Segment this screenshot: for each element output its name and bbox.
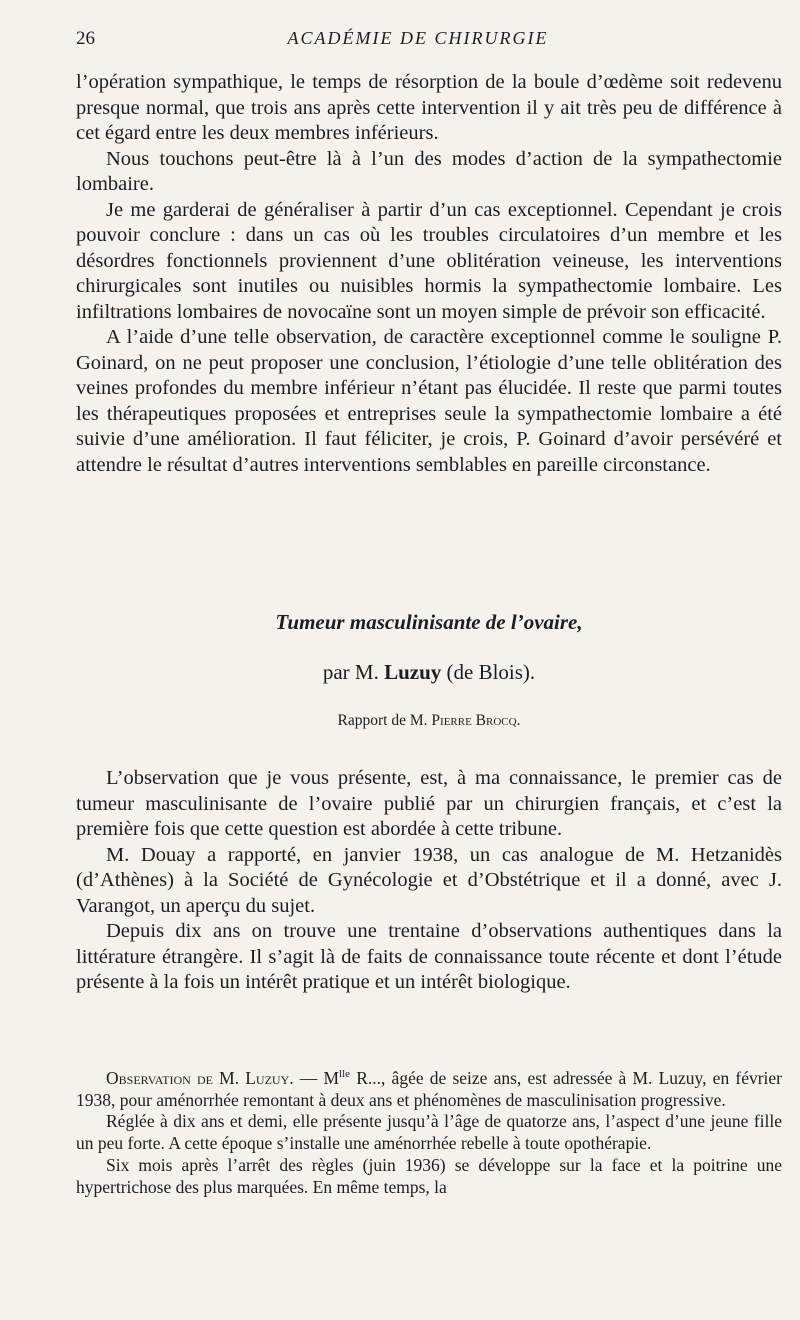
observation-paragraph: Réglée à dix ans et demi, elle présente jusqu’à l’âge de quatorze ans, l’aspect d’une jeune fille un peu forte. A cette époque s’installe une aménorrhée rebelle à toute opothérapie. — [76, 1111, 782, 1154]
article-body — [76, 766, 782, 996]
observation-paragraph: Six mois après l’arrêt des règles (juin 1936) se développe sur la face et la poitrine une hypertrichose des plus marquées. En même temps, la — [76, 1155, 782, 1197]
body-paragraph: Depuis dix ans on trouve une trentaine d’observations authentiques dans la littérature étrangère. Il s’agit là de faits de connaissance toute récente et dont l’étude présente à la fois un intérêt pratique et un intérêt biologique. — [76, 920, 782, 993]
intro-paragraph: A l’aide d’une telle observation, de caractère exceptionnel comme le souligne P. Goinard, on ne peut proposer une conclusion, l’étiologie d’une telle oblitération des veines profondes du membre inférieur n’étant pas élucidée. Il reste que parmi toutes les thérapeutiques proposées et entreprises seule la sympathectomie lombaire a été suivie d’une amélioration. Il faut féliciter, je crois, P. Goinard d’avoir persévéré et attendre le résultat d’autres interventions semblables en pareille circonstance. — [76, 326, 782, 476]
body-paragraph: L’observation que je vous présente, est, à ma connaissance, le premier cas de tumeur masculinisante de l’ovaire publié par un chirurgien français, et c’est la première fois que cette question est abordée à cette tribune. — [76, 767, 782, 840]
byline-suffix: (de Blois). — [446, 660, 536, 684]
intro-paragraph: l’opération sympathique, le temps de résorption de la boule d’œdème soit redevenu presque normal, que trois ans après cette intervention il y ait très peu de différence à cet égard entre les deux membres inférieurs. — [76, 71, 782, 144]
page-header — [76, 28, 760, 58]
observation-label: Observation de M. Luzuy. — [106, 1067, 294, 1088]
article-byline — [76, 660, 782, 685]
report-prefix: Rapport de M. — [337, 712, 428, 729]
author-name: Luzuy — [384, 660, 442, 684]
intro-paragraph: Nous touchons peut-être là à l’un des modes d’action de la sympathectomie lombaire. — [76, 147, 782, 195]
observation-text-a: M — [323, 1067, 340, 1088]
observation-paragraph — [76, 1064, 782, 1111]
page-number: 26 — [76, 28, 95, 49]
observation-text-b: R..., âgée de seize ans, est adressée à M. Luzuy, en février 1938, pour aménorrhée remontant à deux ans et phénomènes de masculinisation progressive. — [76, 1067, 782, 1110]
report-line — [76, 712, 782, 730]
intro-section — [76, 70, 782, 478]
reporter-name: Pierre Brocq. — [431, 712, 521, 729]
article-title: Tumeur masculinisante de l’ovaire, — [275, 610, 583, 634]
byline-prefix: par M. — [322, 660, 379, 684]
running-title: ACADÉMIE DE CHIRURGIE — [287, 28, 549, 48]
intro-paragraph: Je me garderai de généraliser à partir d’un cas exceptionnel. Cependant je crois pouvoir conclure : dans un cas où les troubles circulatoires d’un membre et les désordres fonctionnels proviennent d’une oblitération veineuse, les interventions chirurgicales sont inutiles ou nuisibles hormis la sympathectomie lombaire. Les infiltrations lombaires de novocaïne sont un moyen simple de prévoir son efficacité. — [76, 198, 782, 323]
body-paragraph: M. Douay a rapporté, en janvier 1938, un cas analogue de M. Hetzanidès (d’Athènes) à la Société de Gynécologie et d’Obstétrique et il a donné, avec J. Varangot, un aperçu du sujet. — [76, 843, 782, 917]
observation-dash: — — [299, 1067, 318, 1088]
observation-section — [76, 1064, 782, 1199]
observation-sup: lle — [339, 1068, 351, 1080]
